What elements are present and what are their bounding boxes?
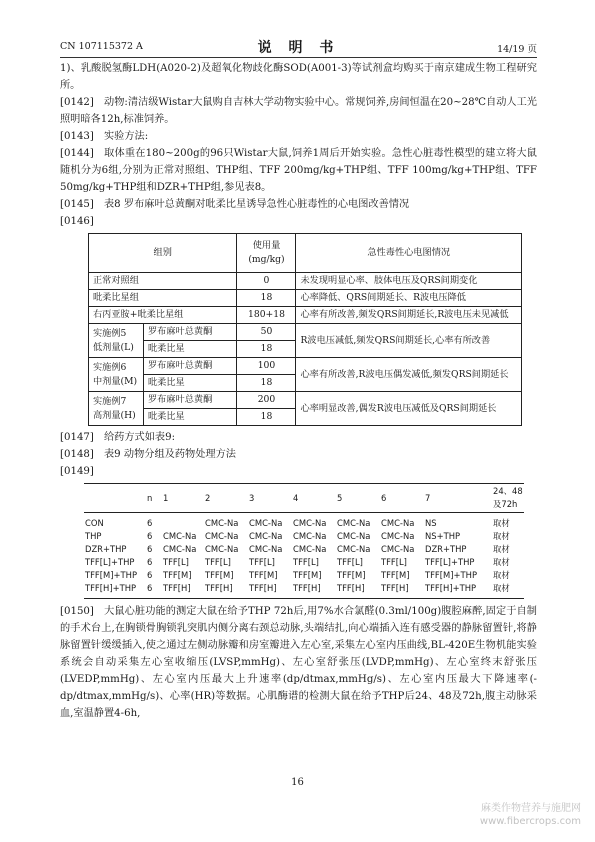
paragraph-text: 大鼠心脏功能的测定大鼠在给予THP 72h后,用7%水合氯醛(0.3ml/100g)腹腔麻醉,固定于自制的手术台上,在胸锁骨胸锁乳突肌内侧分离右颈总动脉,头端结扎,向心端插入连有感受器的静脉留置针,将静脉留置针缓缓插入,使之通过左侧动脉瓣和房室瓣进入左心室,采集左心室内压曲线,BL-420E生物机能实验系统会自动采集左心室收缩压(LVSP,mmHg)、左心室舒张压(LVDP,mmHg)、左心室终末舒张压(LVEDP,mmHg)、左心室内压最大上升速率(dp/dtmax,mmHg/s)、左心室内压最大下降速率(-dp/dtmax,mmHg/s)、心率(HR)等数据。心肌酶谱的检测大鼠在给予THP后24、48及72h,腹主动脉采血,室温静置4-6h, <box>60 606 537 719</box>
table-cell: CMC-Na <box>249 531 283 541</box>
table-cell-ecg: 未发现明显心率、肢体电压及QRS间期变化 <box>296 273 522 290</box>
table-cell: 6 <box>147 518 153 528</box>
paragraph-0146 <box>60 213 537 230</box>
table-cell-ecg: 心率有所改善,频发QRS间期延长,R波电压未见减低 <box>296 307 522 324</box>
paragraph-0147 <box>60 429 537 446</box>
table8-caption: 表8 罗布麻叶总黄酮对吡柔比星诱导急性心脏毒性的心电图改善情况 <box>104 199 410 210</box>
table-cell: TFF[H]+THP <box>85 583 137 593</box>
table-cell: TFF[L] <box>249 557 275 567</box>
table-cell-ecg: 心率明显改善,偶发R波电压减低及QRS间期延长 <box>296 392 522 426</box>
table-cell: CMC-Na <box>205 518 239 528</box>
page-of: 14/19 页 <box>497 44 537 55</box>
document-body <box>60 60 537 722</box>
table-cell: TFF[L]+THP <box>85 557 135 567</box>
table-cell-dose: 18 <box>237 375 296 392</box>
table-cell: CMC-Na <box>293 544 327 554</box>
table-row <box>84 582 524 598</box>
watermark-url: www.fibercrops.com <box>479 816 581 827</box>
table-cell-drug: 吡柔比星 <box>144 341 237 358</box>
table-cell: CMC-Na <box>205 544 239 554</box>
table-row <box>89 324 522 341</box>
paragraph-0143 <box>60 128 537 145</box>
paragraph-text: 动物:清洁级Wistar大鼠购自吉林大学动物实验中心。常规饲养,房间恒温在20~28℃自动人工光照明暗各12h,标准饲养。 <box>60 97 537 125</box>
table-cell: TFF[M] <box>205 570 234 580</box>
table-cell: TFF[H] <box>337 583 365 593</box>
table-cell: NS+THP <box>425 531 461 541</box>
table-cell: 取材 <box>493 518 510 528</box>
watermark-title: 麻类作物营养与施肥网 <box>481 803 581 814</box>
table-cell: 取材 <box>493 531 510 541</box>
table-cell: 6 <box>147 570 153 580</box>
table-cell: 取材 <box>493 557 510 567</box>
paragraph-number: [0146] <box>60 216 94 227</box>
table-cell: CMC-Na <box>249 544 283 554</box>
paragraph-text: 给药方式如表9: <box>104 432 176 443</box>
header-cell: 7 <box>424 484 492 513</box>
table-cell: TFF[H] <box>163 583 191 593</box>
page-header <box>60 37 537 58</box>
table-cell: TFF[L] <box>205 557 231 567</box>
paragraph-number: [0148] <box>60 449 94 460</box>
table-cell: 6 <box>147 583 153 593</box>
paragraph-0142 <box>60 94 537 128</box>
table-cell-ecg: 心率有所改善,R波电压偶发减低,频发QRS间期延长 <box>296 358 522 392</box>
table-cell: TFF[H] <box>293 583 321 593</box>
table-row <box>89 358 522 375</box>
paragraph-0148 <box>60 446 537 463</box>
table-cell: TFF[H] <box>249 583 277 593</box>
paragraph-reagents: 1)、乳酸脱氢酶LDH(A020-2)及超氧化物歧化酶SOD(A001-3)等试剂盒均购买于南京建成生物工程研究所。 <box>60 63 537 91</box>
table-cell: 取材 <box>493 570 510 580</box>
table-cell: CMC-Na <box>337 544 371 554</box>
table-cell: TFF[M]+THP <box>85 570 137 580</box>
header-group: 组别 <box>89 234 237 273</box>
table-cell: CMC-Na <box>337 531 371 541</box>
table-header-row <box>84 484 524 513</box>
table-cell: CMC-Na <box>381 544 415 554</box>
paragraph-text: 实验方法: <box>104 131 149 142</box>
paragraph-0144 <box>60 145 537 196</box>
table-cell: DZR+THP <box>425 544 467 554</box>
table-cell: TFF[L] <box>337 557 363 567</box>
table-cell-drug: 吡柔比星 <box>144 375 237 392</box>
table-cell-dose: 18 <box>237 409 296 426</box>
table-cell: TFF[M]+THP <box>425 570 477 580</box>
table-cell-dose: 18 <box>237 341 296 358</box>
table-row <box>84 530 524 543</box>
header-cell: 4 <box>292 484 336 513</box>
table-cell: NS <box>425 518 437 528</box>
table-cell: CON <box>85 518 104 528</box>
header-cell: 5 <box>336 484 380 513</box>
table-cell-example: 实施例5 低剂量(L) <box>89 324 144 358</box>
table-cell: 6 <box>147 531 153 541</box>
table-cell: CMC-Na <box>381 518 415 528</box>
table-cell: TFF[M] <box>163 570 192 580</box>
paragraph-0145 <box>60 196 537 213</box>
table-cell: TFF[H]+THP <box>425 583 477 593</box>
table-cell: TFF[L] <box>293 557 319 567</box>
paragraph-number: [0145] <box>60 199 94 210</box>
header-cell: 2 <box>204 484 248 513</box>
table-cell-example: 实施例7 高剂量(H) <box>89 392 144 426</box>
table-cell: TFF[H] <box>381 583 409 593</box>
table-cell <box>162 513 204 531</box>
table-cell-ecg: 心率降低、QRS间期延长、R波电压降低 <box>296 290 522 307</box>
header-ecg: 急性毒性心电图情况 <box>296 234 522 273</box>
table-cell-dose: 18 <box>237 290 296 307</box>
header-cell <box>84 484 146 513</box>
header-cell: 6 <box>380 484 424 513</box>
header-cell: 1 <box>162 484 204 513</box>
table-cell-dose: 100 <box>237 358 296 375</box>
table-row <box>84 513 524 531</box>
table-cell: 6 <box>147 557 153 567</box>
table-9 <box>84 483 524 599</box>
document-title: 说 明 书 <box>257 40 340 56</box>
table-cell: TFF[M] <box>337 570 366 580</box>
table-cell: CMC-Na <box>293 531 327 541</box>
table-cell: CMC-Na <box>163 531 197 541</box>
page-number: 16 <box>291 777 304 788</box>
table-row <box>89 307 522 324</box>
table-cell: THP <box>85 531 102 541</box>
table-cell: TFF[M] <box>293 570 322 580</box>
paragraph-0150 <box>60 603 537 722</box>
table-cell: TFF[M] <box>381 570 410 580</box>
table-cell: CMC-Na <box>163 544 197 554</box>
site-watermark <box>480 802 581 828</box>
header-cell: 24、48 及72h <box>492 484 524 513</box>
table-cell-group: 吡柔比星组 <box>89 290 237 307</box>
table-cell: 取材 <box>493 544 510 554</box>
table-row <box>84 543 524 556</box>
table-cell: CMC-Na <box>205 531 239 541</box>
table-cell-dose: 180+18 <box>237 307 296 324</box>
table-cell-group: 右丙亚胺+吡柔比星组 <box>89 307 237 324</box>
table-cell: 取材 <box>493 583 510 593</box>
table-cell-dose: 200 <box>237 392 296 409</box>
table-cell: TFF[M] <box>249 570 278 580</box>
table-row <box>89 392 522 409</box>
table-row <box>84 556 524 569</box>
table-row <box>89 273 522 290</box>
table-cell: TFF[H] <box>205 583 233 593</box>
table-cell: TFF[L] <box>163 557 189 567</box>
table-cell-drug: 罗布麻叶总黄酮 <box>144 358 237 375</box>
header-cell: n <box>146 484 162 513</box>
table-cell: TFF[L] <box>381 557 407 567</box>
header-dose: 使用量 (mg/kg) <box>237 234 296 273</box>
table-cell-dose: 0 <box>237 273 296 290</box>
table-header-row <box>89 234 522 273</box>
table-cell-example: 实施例6 中剂量(M) <box>89 358 144 392</box>
table-row <box>84 569 524 582</box>
table-cell-drug: 吡柔比星 <box>144 409 237 426</box>
table-cell-drug: 罗布麻叶总黄酮 <box>144 392 237 409</box>
table-cell-dose: 50 <box>237 324 296 341</box>
table9-caption: 表9 动物分组及药物处理方法 <box>104 449 236 460</box>
paragraph-number: [0142] <box>60 97 94 108</box>
table-cell-ecg: R波电压减低,频发QRS间期延长,心率有所改善 <box>296 324 522 358</box>
patent-number: CN 107115372 A <box>60 41 143 52</box>
paragraph-number: [0150] <box>60 606 94 617</box>
table-row <box>89 290 522 307</box>
table-8 <box>88 233 522 426</box>
header-cell: 3 <box>248 484 292 513</box>
table-cell-group: 正常对照组 <box>89 273 237 290</box>
table-cell: TFF[L]+THP <box>425 557 475 567</box>
table-cell: 6 <box>147 544 153 554</box>
table-cell: CMC-Na <box>337 518 371 528</box>
paragraph-number: [0149] <box>60 466 94 477</box>
table-cell-drug: 罗布麻叶总黄酮 <box>144 324 237 341</box>
paragraph-text: 取体重在180~200g的96只Wistar大鼠,饲养1周后开始实验。急性心脏毒性模型的建立将大鼠随机分为6组,分别为正常对照组、THP组、TFF 200mg/kg+THP组、TFF 100mg/kg+THP组、TFF 50mg/kg+THP组和DZR+THP组,参见表8。 <box>60 148 537 193</box>
table-cell: CMC-Na <box>249 518 283 528</box>
paragraph-number: [0144] <box>60 148 94 159</box>
table-cell: DZR+THP <box>85 544 127 554</box>
table-cell: CMC-Na <box>293 518 327 528</box>
paragraph-number: [0147] <box>60 432 94 443</box>
paragraph-number: [0143] <box>60 131 94 142</box>
table-cell: CMC-Na <box>381 531 415 541</box>
paragraph-0149 <box>60 463 537 480</box>
